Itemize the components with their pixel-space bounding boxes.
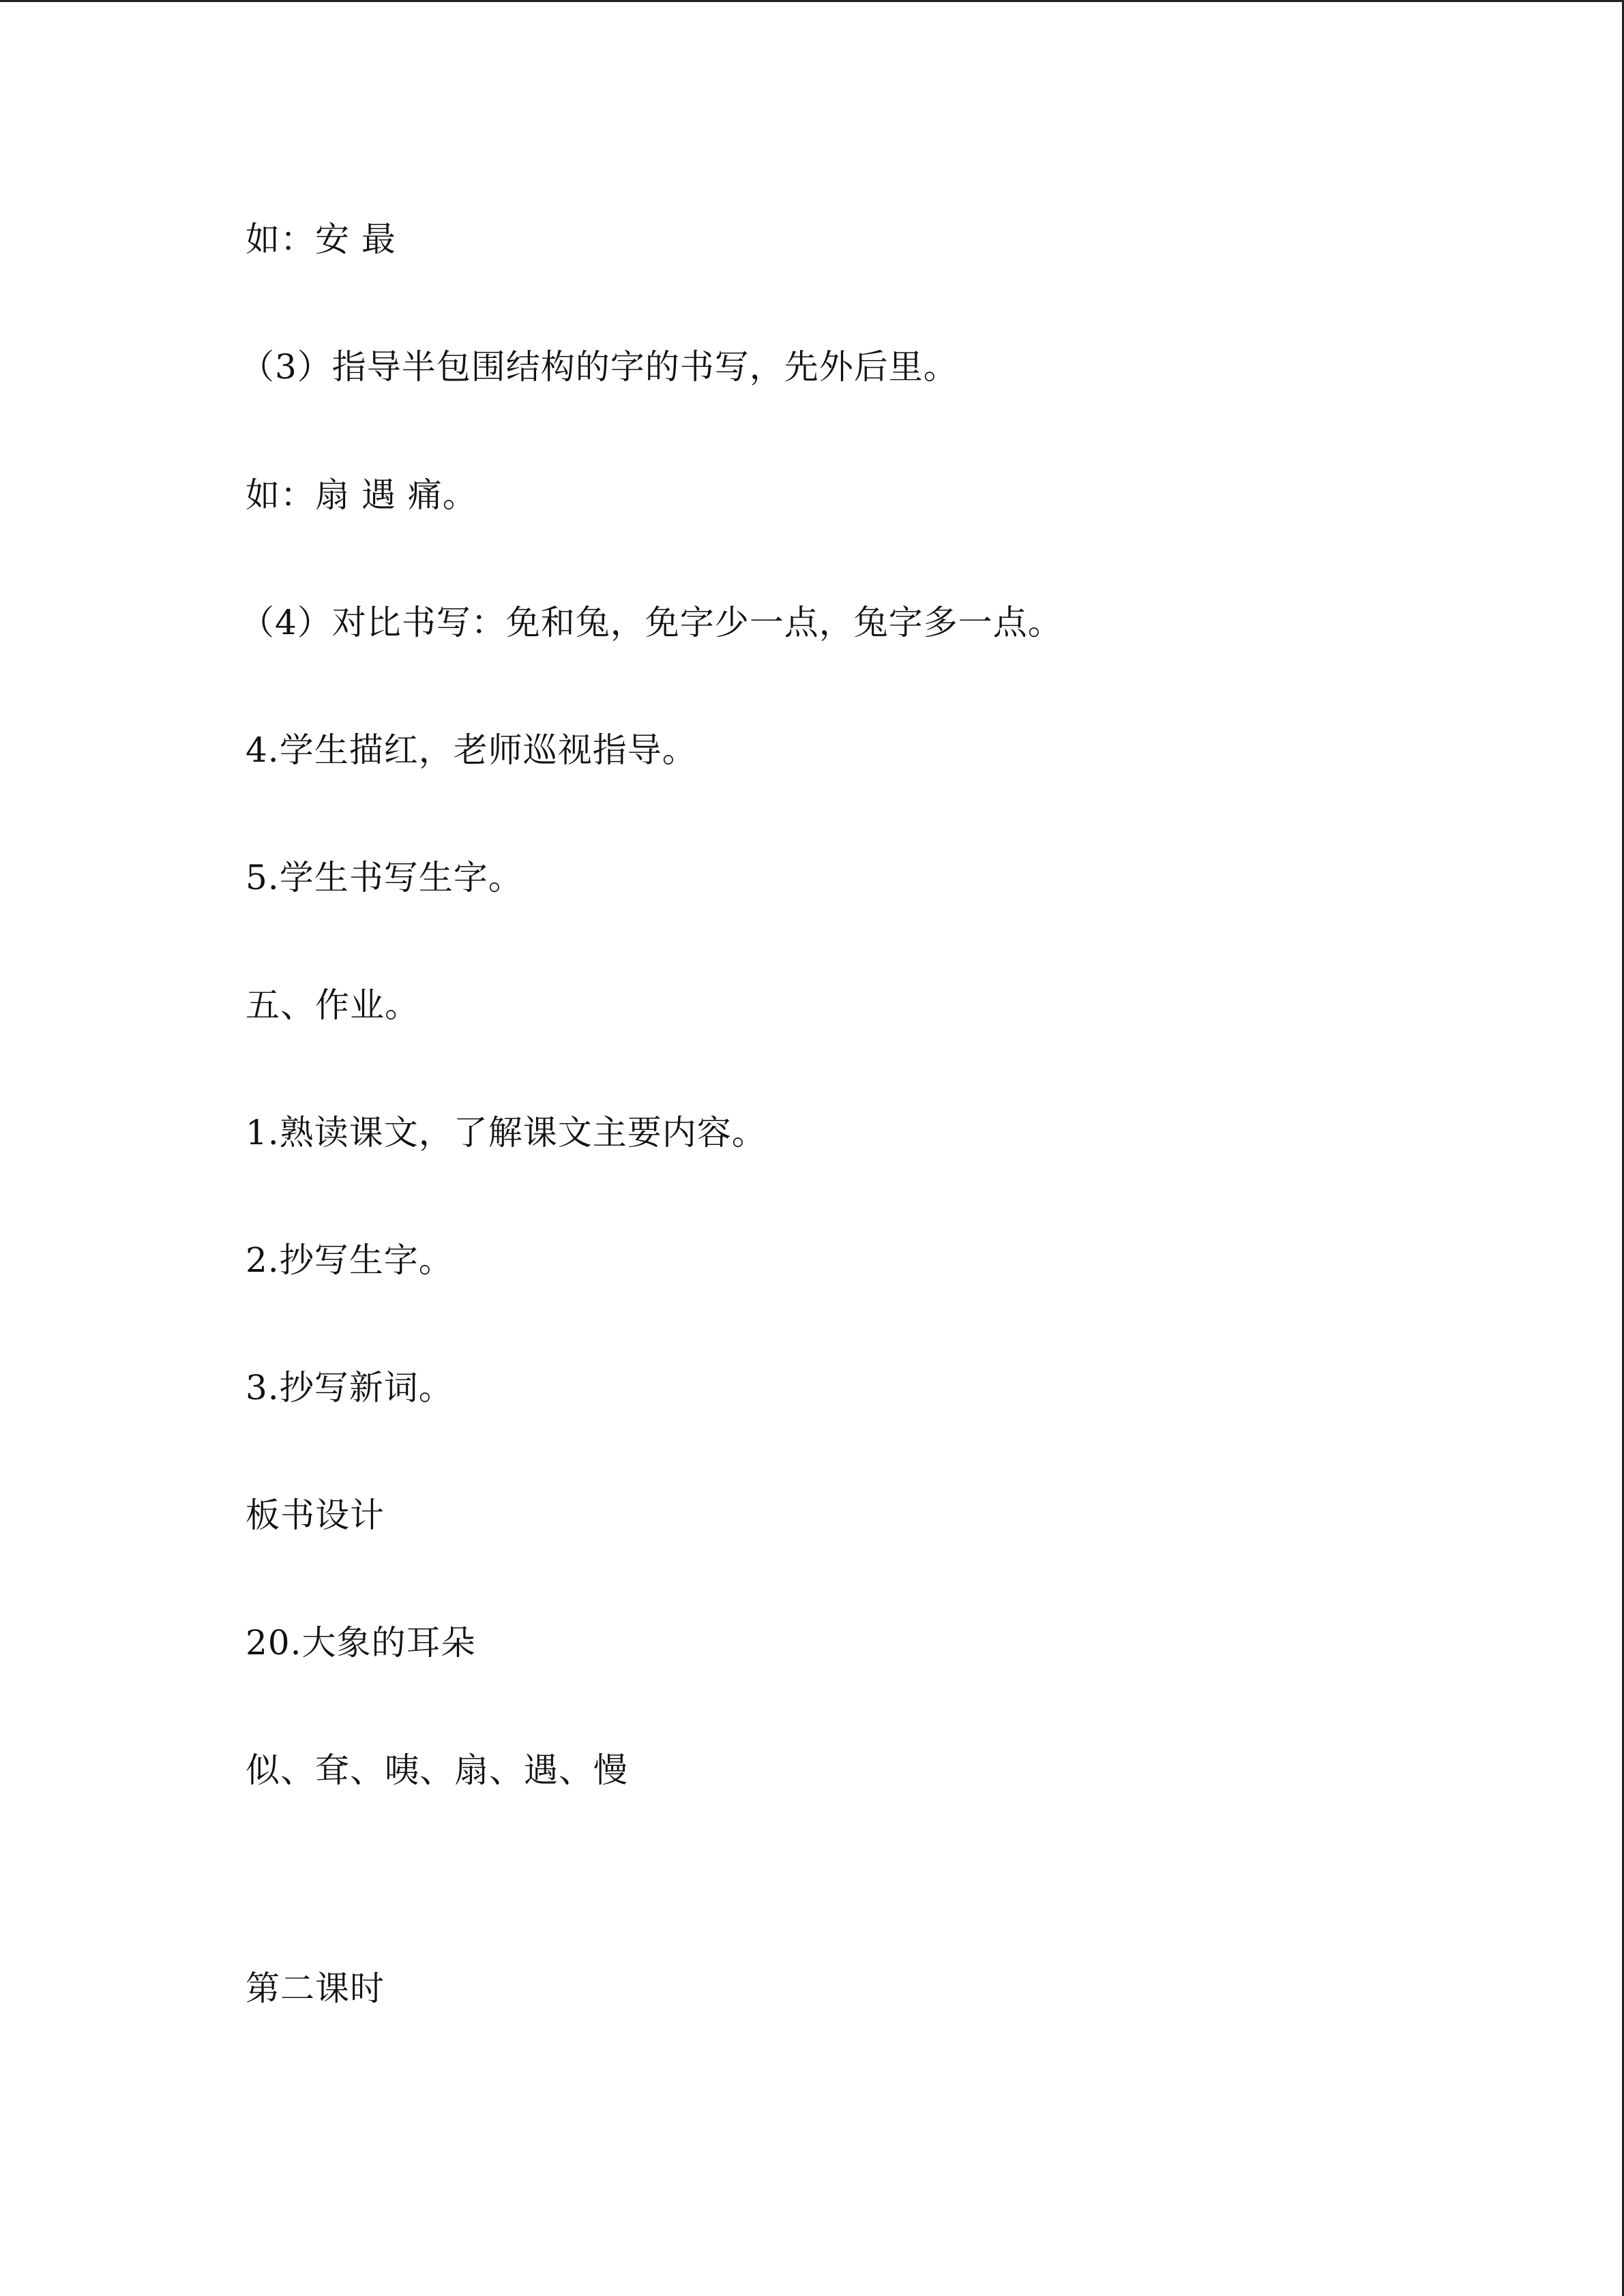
step-3-half-enclosure: （3）指导半包围结构的字的书写，先外后里。 — [240, 347, 958, 387]
example-characters-2: 如：扇 遇 痛。 — [246, 475, 477, 515]
new-characters-list: 似、耷、咦、扇、遇、慢 — [246, 1750, 628, 1790]
step-trace-red: 4.学生描红，老师巡视指导。 — [246, 730, 697, 770]
example-characters-1: 如：安 最 — [246, 220, 396, 259]
homework-item-2: 2.抄写生字。 — [246, 1240, 454, 1280]
second-lesson-heading: 第二课时 — [246, 1969, 385, 2008]
homework-item-1: 1.熟读课文，了解课文主要内容。 — [246, 1113, 767, 1152]
homework-item-3: 3.抄写新词。 — [246, 1368, 454, 1407]
step-4-compare-writing: （4）对比书写：免和兔，免字少一点，兔字多一点。 — [240, 603, 1063, 642]
step-write-characters: 5.学生书写生字。 — [246, 858, 523, 897]
blackboard-design-heading: 板书设计 — [246, 1495, 385, 1535]
lesson-title: 20.大象的耳朵 — [246, 1623, 476, 1663]
section-homework-heading: 五、作业。 — [246, 985, 419, 1025]
